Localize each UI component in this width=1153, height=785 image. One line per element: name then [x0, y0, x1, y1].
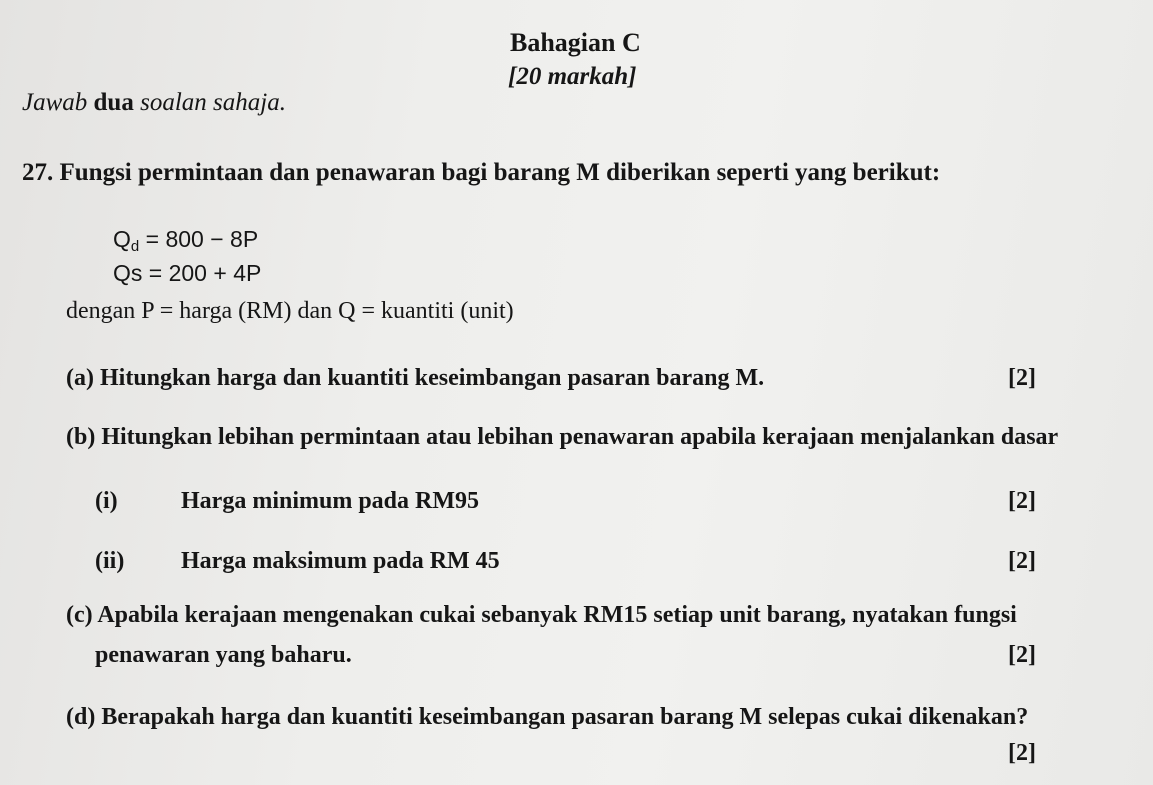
- part-b-ii-text: Harga maksimum pada RM 45: [181, 548, 500, 574]
- part-a-text: (a) Hitungkan harga dan kuantiti keseimbangan pasaran barang M.: [66, 365, 765, 391]
- part-d-marks: [2]: [1008, 740, 1036, 766]
- part-b-ii-marks: [2]: [1008, 548, 1036, 574]
- part-d-text: (d) Berapakah harga dan kuantiti keseimbangan pasaran barang M selepas cukai dikenakan?: [66, 704, 1029, 730]
- supply-equation: Qs = 200 + 4P: [113, 260, 262, 286]
- demand-subscript: d: [130, 238, 140, 255]
- instruction: [22, 90, 286, 115]
- part-c-line1: (c) Apabila kerajaan mengenakan cukai sebanyak RM15 setiap unit barang, nyatakan fungsi: [66, 602, 1017, 628]
- part-b-i-label: (i): [95, 488, 118, 514]
- instruction-prefix: Jawab: [22, 89, 88, 116]
- demand-rhs: = 800 − 8P: [145, 226, 259, 252]
- part-c-line2: penawaran yang baharu.: [95, 642, 352, 668]
- question-text: Fungsi permintaan dan penawaran bagi barang M diberikan seperti yang berikut:: [59, 159, 941, 186]
- part-b-text: (b) Hitungkan lebihan permintaan atau lebihan penawaran apabila kerajaan menjalankan dasar: [66, 424, 1059, 450]
- part-b-i-text: Harga minimum pada RM95: [181, 488, 480, 514]
- total-marks: [20 markah]: [508, 63, 637, 90]
- part-b-i-marks: [2]: [1008, 488, 1036, 514]
- part-c-marks: [2]: [1008, 642, 1036, 668]
- section-title: Bahagian C: [510, 28, 641, 57]
- demand-lhs: Q: [113, 226, 131, 252]
- variable-definition: dengan P = harga (RM) dan Q = kuantiti (unit): [66, 298, 514, 324]
- demand-equation: [113, 228, 258, 254]
- question-stem: [22, 160, 940, 185]
- instruction-suffix: soalan sahaja.: [140, 89, 286, 116]
- part-b-ii-label: (ii): [95, 548, 125, 574]
- instruction-bold: dua: [93, 89, 134, 116]
- question-number: 27.: [22, 159, 54, 186]
- part-a-marks: [2]: [1008, 365, 1036, 391]
